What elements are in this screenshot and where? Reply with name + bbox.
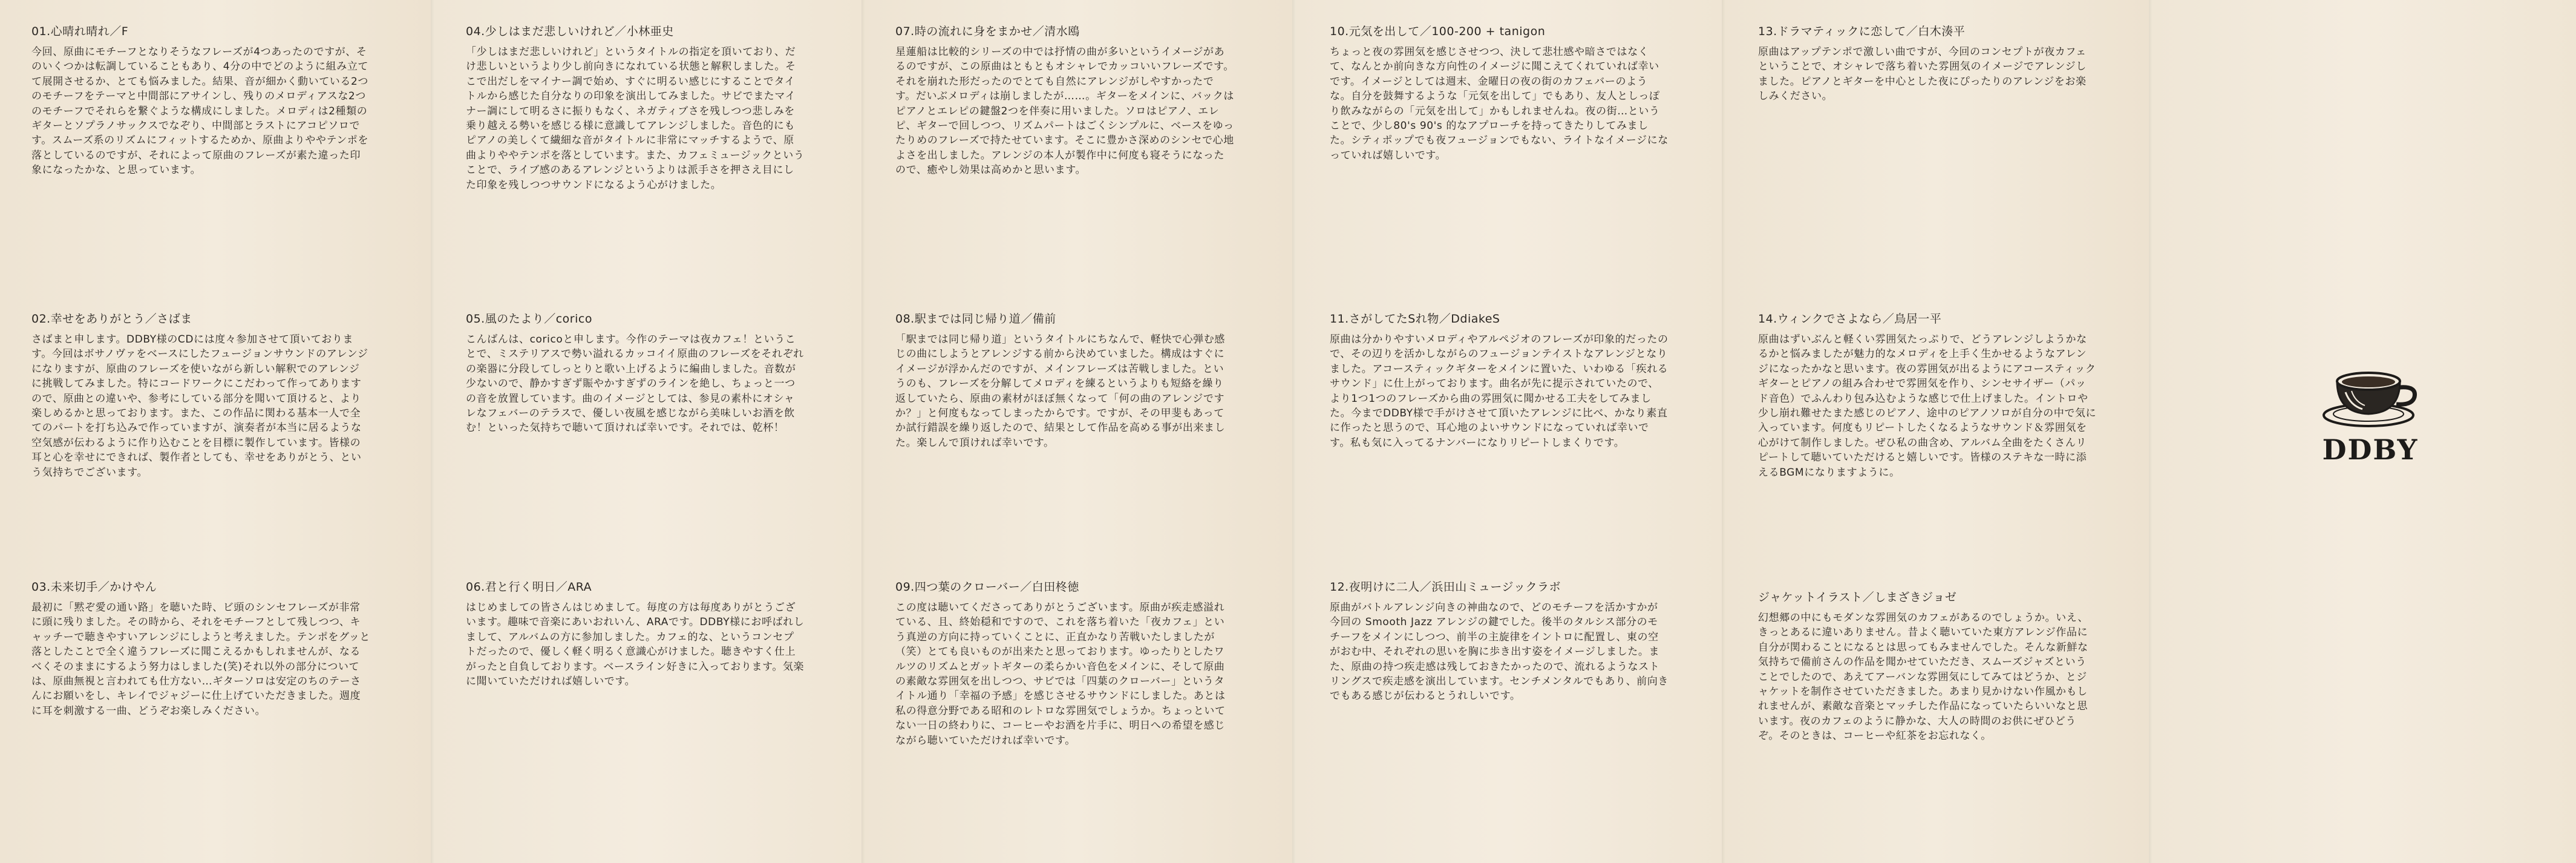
track-title: 07.時の流れに身をまかせ／清水鴎 — [895, 25, 1080, 38]
track-title: 14.ウィンクでさよなら／鳥居一平 — [1758, 312, 1942, 326]
track-note-09 — [895, 580, 1234, 748]
ddby-logo — [2310, 357, 2431, 466]
track-note-11 — [1330, 312, 1669, 450]
track-title: 01.心晴れ晴れ／F — [31, 25, 129, 38]
track-body: 星蓮船は比較的シリーズの中では抒情の曲が多いというイメージがあるのですが、この原曲はともともオシャレでカッコいいフレーズです。それを崩れた形だったのでとても自然にアレンジがしやすかったです。だいぶメロディは崩しましたが……。ギターをメインに、バックはピアノとエレピの鍵盤2つを伴奏に用いました。ソロはピアノ、エレピ、ギターで回しつつ、リズムパートはごくシンプルに、ベースをゆったりめのフレーズで持たせています。そこに豊かさ深めのシンセで心地よさを出しました。アレンジの本人が製作中に何度も寝そうになったので、癒やし効果は高めかと思います。 — [895, 46, 1234, 177]
track-body: 原曲は分かりやすいメロディやアルペジオのフレーズが印象的だったので、その辺りを活かしながらのフュージョンテイストなアレンジとなりました。アコースティックギターをメインに置いた、いわゆる「疾れるサウンド」に仕上がっております。曲名が先に提示されていたので、より1つ1つのフレーズから曲の雰囲気に聞かせる工夫をしてみました。今までDDBY様で手がけさせて頂いたアレンジに比べ、かなり素直に作ったと思うので、耳心地のよいサウンドになっていれば幸いです。私も気に入ってるナンバーになりリピートしまくりです。 — [1330, 333, 1669, 449]
track-note-13 — [1758, 24, 2097, 104]
track-note-03 — [31, 580, 370, 718]
brand-logo-text: DDBY — [2322, 433, 2419, 466]
fold-line — [431, 0, 434, 863]
track-title: 05.風のたより／corico — [466, 312, 592, 326]
fold-line — [1292, 0, 1296, 863]
track-title: 03.未来切手／かけやん — [31, 580, 157, 594]
track-body: 原曲はずいぶんと軽くい雰囲気たっぷりで、どうアレンジしようかなるかと悩みましたが魅力的なメロディを上手く生かせるようなアレンジになったかなと思います。夜の雰囲気が出るようにアコースティックギターとピアノの組み合わせで雰囲気を作り、シンセサイザー（パッド音色）でふんわり包み込むような感じで仕上げました。イントロや少し崩れ難せたまた感じのピアノ、途中のピアノソロが自分の中で気に入っています。何度もリピートしたくなるようなサウンド＆雰囲気を心がけて制作しました。ぜひ私の曲含め、アルバム全曲をたくさんリピートして聴いていただけると嬉しいです。皆様のステキな一時に添えるBGMになりますように。 — [1758, 333, 2097, 479]
track-body: 「駅までは同じ帰り道」というタイトルにちなんで、軽快で心弾む感じの曲にしようとアレンジする前から決めていました。構成はすぐにイメージが浮かんだのですが、メインフレーズは苦戦しました。というのも、フレーズを分解してメロディを練るというよりも短絡を繰り返していたら、原曲の素材がほぼ無くなって「何の曲のアレンジですか？」と何度もなってしまったからです。ですが、その甲斐もあってか試行錯誤を繰り返したので、結果として作品を高める事が出来ました。楽しんで頂ければ幸いです。 — [895, 333, 1226, 449]
track-note-02 — [31, 312, 370, 480]
track-title: 02.幸せをありがとう／さばま — [31, 312, 192, 326]
track-title: 12.夜明けに二人／浜田山ミュージックラボ — [1330, 580, 1561, 594]
track-note-10 — [1330, 24, 1669, 163]
track-note-05 — [466, 312, 805, 436]
track-body: 最初に「黙ぞ愛の通い路」を聴いた時、ビ頭のシンセフレーズが非常に頭に残りました。その時から、それをモチーフとして残しつつ、キャッチーで聴きやすいアレンジにしようと考えました。テンポをグッと落としたことで全く違うフレーズに聞こえるかもしれませんが、なるべくそのままにするよう努力はしました(笑)それ以外の部分については、原曲無視と言われても仕方ない…ギターソロは安定のちのテーさんにお願いをし、キレイでジャジーに仕上げていただきました。週度に耳を刺激する一曲、どうぞお楽しみください。 — [31, 602, 370, 717]
coffee-cup-icon — [2319, 357, 2422, 430]
illustration-note — [1758, 590, 2097, 744]
fold-line — [2149, 0, 2153, 863]
track-title: 13.ドラマティックに恋して／白木湊平 — [1758, 25, 1966, 38]
track-note-12 — [1330, 580, 1669, 704]
track-body: 「少しはまだ悲しいけれど」というタイトルの指定を頂いており、だけ悲しいというより少し前向きになれている状態と解釈しました。そこで出だしをマイナー調で始め、すぐに明るい感じにすることでタイトルから感じた自分なりの印象を演出してみました。サビでまたマイナー調にして明るさに振りもなく、ネガティブさを残しつつ悲しみを乗り越える勢いを感じる様に意識してアレンジしました。音色的にもピアノの美しくて繊細な音がタイトルに非常にマッチするようで、原曲よりややテンポを落としています。また、カフェミュージックということで、ライブ感のあるアレンジというよりは派手さを押さえ目にした印象を残しつつサウンドになるよう心がけました。 — [466, 46, 805, 191]
track-body: ちょっと夜の雰囲気を感じさせつつ、決して悲壮感や暗さではなくて、なんとか前向きな方向性のイメージに聞こえてくれていれば幸いです。イメージとしては週末、金曜日の夜の街のカフェバーのような。自分を鼓舞するような「元気を出して」でもあり、友人としっぽり飲みながらの「元気を出して」かもしれませんね。夜の街…ということで、少し80's 90's 的なアプローチを持ってきたりしてみました。シティポップでも夜フュージョンでもない、ライトなイメージになっていれば嬉しいです。 — [1330, 46, 1669, 162]
track-title: ジャケットイラスト／しまざきジョゼ — [1758, 591, 1957, 604]
track-title: 08.駅までは同じ帰り道／備前 — [895, 312, 1056, 326]
track-note-04 — [466, 24, 805, 192]
track-body: こんばんは、coricoと申します。今作のテーマは夜カフェ！ということで、ミステリアスで勢い溢れるカッコイイ原曲のフレーズをそれぞれの楽器に分段してしっとりと歌い上げるように編曲しました。音数が少ないので、静かすぎず賑やかすぎずのラインを絶し、ちょっと一つの音を放置しています。曲のイメージとしては、参見の素朴にオシャレなフェバーのテラスで、優しい夜風を感じながら美味しいお酒を飲む！といった気持ちで聴いて頂ければ幸いです。それでは、乾杯！ — [466, 333, 804, 435]
track-title: 10.元気を出して／100-200 + tanigon — [1330, 25, 1546, 38]
track-body: さばまと申します。DDBY様のCDには度々参加させて頂いております。今回はボサノヴァをベースにしたフュージョンサウンドのアレンジになりますが、原曲のフレーズを使いながら新しい解釈でのアレンジに挑戦してみました。特にコードワークにこだわって作ってありますので、原曲との違いや、参考にしている部分を聞いて頂けると、より楽しめるかと思っております。また、この作品に関わる基本一人で全てのパートを打ち込みで作っていますが、演奏者が本当に居るような空気感が伝わるように作り込むことを目標に製作しています。皆様の耳と心を幸せにできれば、製作者としても、幸せをありがとう、という気持ちでございます。 — [31, 333, 368, 479]
track-title: 09.四つ葉のクローバー／白田柊徳 — [895, 580, 1079, 594]
track-note-06 — [466, 580, 805, 689]
track-note-01 — [31, 24, 370, 178]
track-title: 04.少しはまだ悲しいけれど／小林亜史 — [466, 25, 674, 38]
track-note-07 — [895, 24, 1234, 178]
fold-line — [1722, 0, 1725, 863]
track-body: 原曲がバトルアレンジ向きの神曲なので、どのモチーフを活かすかが今回の Smooth Jazz アレンジの鍵でした。後半のタルシス部分のモチーフをメインにしつつ、前半の主旋律をイントロに配置し、東の空がおむ中、それぞれの思いを胸に歩き出す姿をイメージしました。また、原曲の持つ疾走感は残しておきたかったので、流れるようなストリングスで疾走感を演出しています。センチメンタルでもあり、前向きでもある感じが伝わるとうれしいです。 — [1330, 602, 1669, 703]
track-title: 06.君と行く明日／ARA — [466, 580, 592, 594]
track-note-14 — [1758, 312, 2097, 480]
track-title: 11.さがしてたSれ物／DdiakeS — [1330, 312, 1500, 326]
track-body: 幻想郷の中にもモダンな雰囲気のカフェがあるのでしょうか。いえ、きっとあるに違いありません。昔よく聴いていた東方アレンジ作品に自分が関わることになるとは思ってもみませんでした。そんな新鮮な気持ちで備前さんの作品を聞かせていただき、スムーズジャズということでしたので、あえてアーバンな雰囲気にしてみてはどうか、とジャケットを制作させていただきました。あまり見かけない作風かもしれませんが、素敵な音楽とマッチした作品になっていたらいいなと思います。夜のカフェのように静かな、大人の時間のお供にぜひどうぞ。そのときは、コーヒーや紅茶をお忘れなく。 — [1758, 612, 2088, 743]
track-body: 今回、原曲にモチーフとなりそうなフレーズが4つあったのですが、そのいくつかは転調していることもあり、4分の中でどのように組み立てて展開させるか、とても悩みました。結果、音が細かく動いている2つのモチーフをテーマと中間部にアサインし、残りのメロディアスな2つのモチーフでそれらを繋ぐような構成にしました。メロディは2種類のギターとソプラノサックスでなぞり、中間部とラストにアコピソロです。スムーズ系のリズムにフィットするためか、原曲よりややテンポを落としているのですが、それによって原曲のフレーズが素た違った印象になったかな、と思っています。 — [31, 46, 369, 177]
track-body: はじめましての皆さんはじめまして。毎度の方は毎度ありがとうございます。趣味で音楽にあいおれいん、ARAです。DDBY様にお呼ばれしまして、アルバムの方に参加しました。カフェ的な、というコンセプトだったので、優しく軽く明るく意識心がけました。聴きやすく仕上がったと自負しております。ベースライン好きに入っております。気楽に聞いていただければ嬉しいです。 — [466, 602, 805, 688]
track-body: この度は聴いてくださってありがとうございます。原曲が疾走感溢れている、且、終始穏和ですので、これを落ち着いた「夜カフェ」という真逆の方向に持っていくことに、正直かなり苦戦いたしましたが（笑）とても良いものが出来たと思っております。ゆったりとしたワルツのリズムとガットギターの柔らかい音色をメインに、そして原曲の素敵な雰囲気を出しつつ、サビでは「四葉のクローバー」というタイトル通り「幸福の予感」を感じさせるサウンドにしました。あとは私の得意分野である昭和のレトロな雰囲気でしょうか。ちょっといてない一日の終わりに、コーヒーやお酒を片手に、明日への希望を感じながら聴いていただければ幸いです。 — [895, 602, 1226, 747]
track-body: 原曲はアップテンポで激しい曲ですが、今回のコンセプトが夜カフェということで、オシャレで落ち着いた雰囲気のイメージでアレンジしました。ピアノとギターを中心とした夜にぴったりのアレンジをお楽しみください。 — [1758, 46, 2087, 103]
fold-line — [861, 0, 865, 863]
track-note-08 — [895, 312, 1234, 450]
